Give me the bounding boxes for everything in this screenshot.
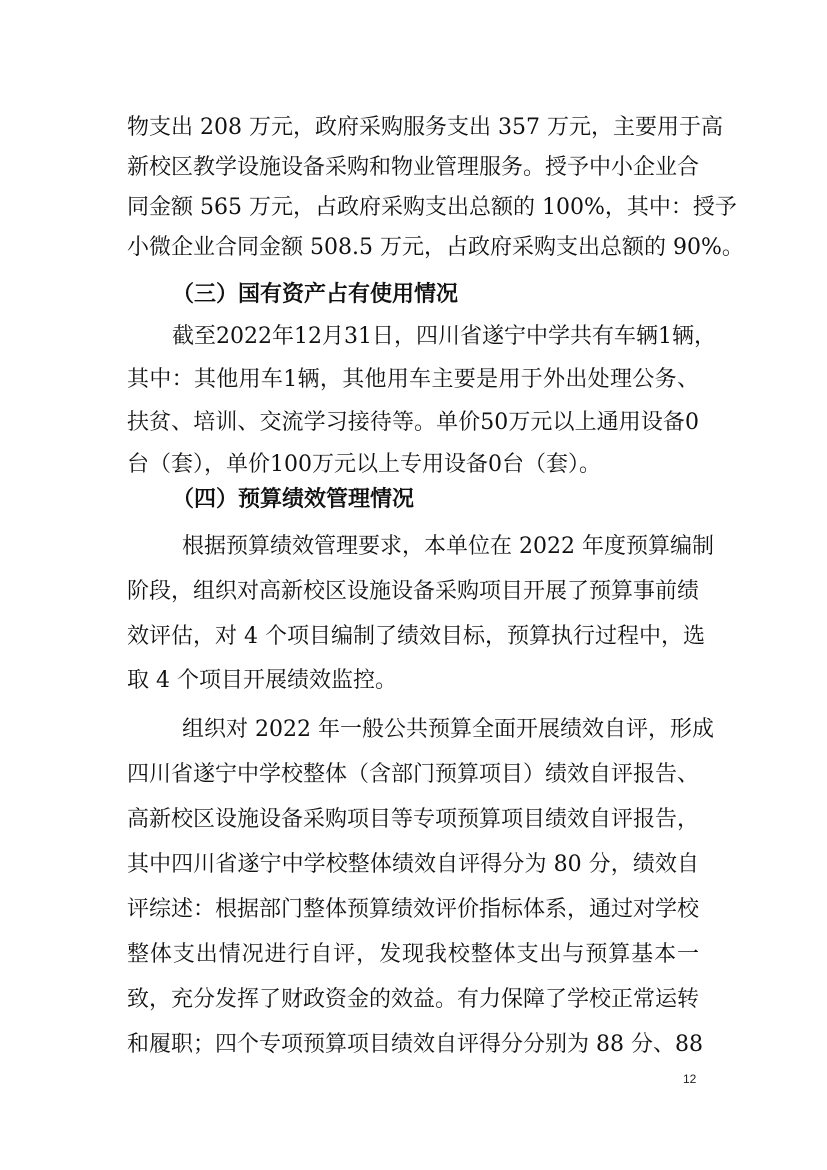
- paragraph-line: 新校区教学设施设备采购和物业管理服务。授予中小企业合: [127, 155, 700, 180]
- paragraph-line: 效评估，对 4 个项目编制了绩效目标，预算执行过程中，选: [127, 624, 705, 649]
- paragraph-line: 阶段，组织对高新校区设施设备采购项目开展了预算事前绩: [127, 579, 700, 604]
- paragraph-line: 扶贫、培训、交流学习接待等。单价50万元以上通用设备0: [127, 410, 699, 435]
- paragraph-line: 截至2022年12月31日，四川省遂宁中学共有车辆1辆，: [172, 324, 716, 349]
- paragraph-line: 根据预算绩效管理要求，本单位在 2022 年度预算编制: [182, 534, 714, 559]
- paragraph-line: 整体支出情况进行自评，发现我校整体支出与预算基本一: [127, 942, 699, 967]
- paragraph-line: 四川省遂宁中学校整体（含部门预算项目）绩效自评报告、: [127, 762, 700, 787]
- paragraph-line: 组织对 2022 年一般公共预算全面开展绩效自评，形成: [182, 717, 714, 742]
- paragraph-line: 和履职；四个专项预算项目绩效自评得分分别为 88 分、88: [127, 1032, 703, 1057]
- paragraph-line: 小微企业合同金额 508.5 万元，占政府采购支出总额的 90%。: [127, 235, 744, 260]
- paragraph-line: 其中：其他用车1辆，其他用车主要是用于外出处理公务、: [127, 367, 699, 392]
- paragraph-line: 台（套），单价100万元以上专用设备0台（套）。: [127, 452, 601, 477]
- paragraph-line: 高新校区设施设备采购项目等专项预算项目绩效自评报告，: [127, 807, 700, 832]
- page-number: 12: [683, 1072, 697, 1086]
- paragraph-line: 取 4 个项目开展绩效监控。: [127, 668, 397, 693]
- paragraph-line: 同金额 565 万元，占政府采购支出总额的 100%，其中：授予: [127, 195, 737, 220]
- paragraph-line: 评综述：根据部门整体预算绩效评价指标体系，通过对学校: [127, 897, 700, 922]
- section-heading: （三）国有资产占有使用情况: [172, 282, 459, 307]
- paragraph-line: 物支出 208 万元，政府采购服务支出 357 万元，主要用于高: [127, 115, 723, 140]
- paragraph-line: 致，充分发挥了财政资金的效益。有力保障了学校正常运转: [127, 987, 700, 1012]
- section-heading: （四）预算绩效管理情况: [172, 487, 415, 512]
- paragraph-line: 其中四川省遂宁中学校整体绩效自评得分为 80 分，绩效自: [127, 852, 699, 877]
